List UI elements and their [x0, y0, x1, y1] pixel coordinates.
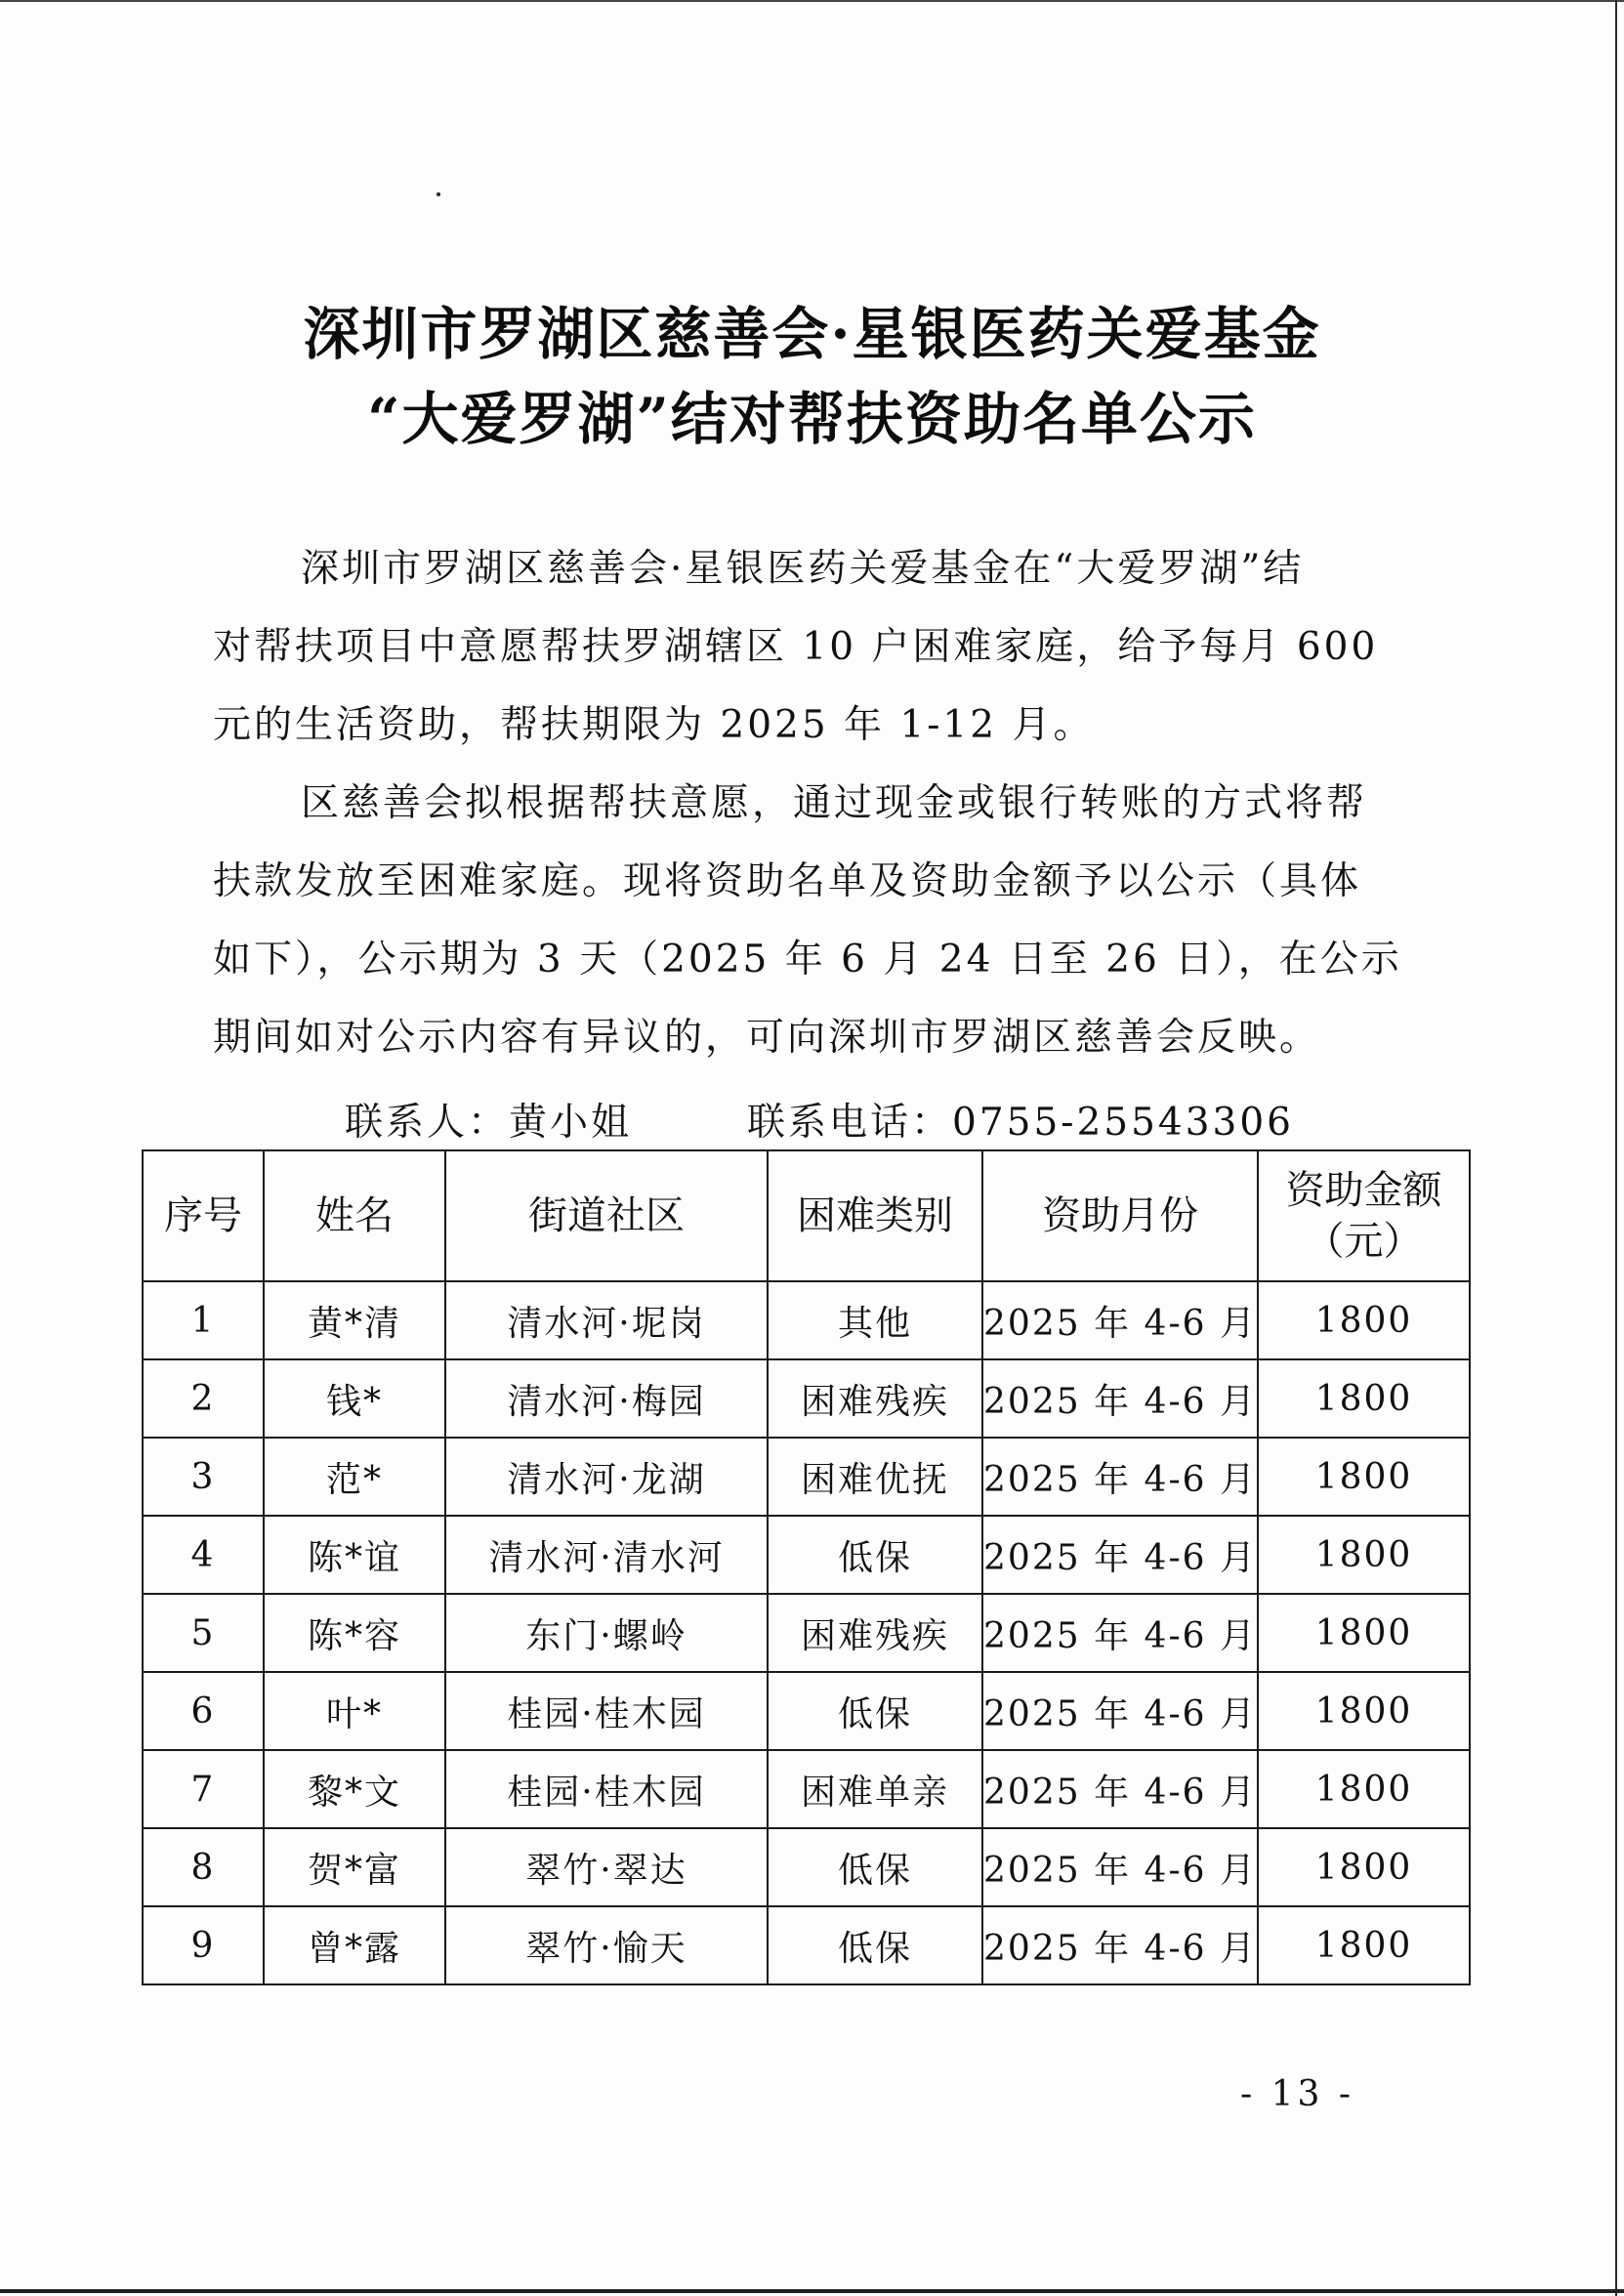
table-row: [143, 1438, 1470, 1516]
cell-index: 5: [143, 1594, 264, 1672]
paragraph-line: 区慈善会拟根据帮扶意愿，通过现金或银行转账的方式将帮: [301, 781, 1368, 825]
cell-category: 低保: [768, 1672, 982, 1750]
cell-months: 2025 年 4-6 月: [982, 1438, 1258, 1516]
cell-name: 曾*露: [264, 1906, 445, 1984]
cell-months: 2025 年 4-6 月: [982, 1516, 1258, 1594]
cell-name: 陈*容: [264, 1594, 445, 1672]
cell-amount: 1800: [1258, 1438, 1470, 1516]
document-title-line1: 深圳市罗湖区慈善会·星银医药关爱基金: [303, 301, 1321, 367]
cell-name: 陈*谊: [264, 1516, 445, 1594]
paragraph-line: 深圳市罗湖区慈善会·星银医药关爱基金在“大爱罗湖”结: [301, 547, 1305, 591]
cell-community: 清水河·坭岗: [445, 1281, 768, 1359]
scan-speck: [437, 192, 440, 196]
cell-name: 黄*清: [264, 1281, 445, 1359]
contact-phone: 联系电话：0755-25543306: [747, 1101, 1294, 1145]
header-community: 街道社区: [445, 1150, 768, 1281]
contact-info: [345, 1092, 1294, 1147]
cell-months: 2025 年 4-6 月: [982, 1281, 1258, 1359]
table-row: [143, 1906, 1470, 1984]
table-row: [143, 1750, 1470, 1828]
cell-community: 桂园·桂木园: [445, 1750, 768, 1828]
cell-name: 贺*富: [264, 1828, 445, 1906]
cell-index: 1: [143, 1281, 264, 1359]
cell-community: 清水河·龙湖: [445, 1438, 768, 1516]
cell-index: 6: [143, 1672, 264, 1750]
cell-months: 2025 年 4-6 月: [982, 1750, 1258, 1828]
cell-amount: 1800: [1258, 1594, 1470, 1672]
cell-community: 翠竹·愉天: [445, 1906, 768, 1984]
table-row: [143, 1516, 1470, 1594]
cell-amount: 1800: [1258, 1516, 1470, 1594]
paragraph-notice: [213, 765, 1414, 1077]
cell-name: 钱*: [264, 1359, 445, 1438]
paragraph-intro: [213, 530, 1414, 765]
paragraph-line: 扶款发放至困难家庭。现将资助名单及资助金额予以公示（具体: [213, 859, 1362, 903]
paragraph-line: 对帮扶项目中意愿帮扶罗湖辖区 10 户困难家庭，给予每月 600: [213, 625, 1379, 669]
table-body: [143, 1281, 1470, 1984]
table-row: [143, 1828, 1470, 1906]
document-title-line2: “大爱罗湖”结对帮扶资助名单公示: [367, 386, 1257, 452]
cell-index: 3: [143, 1438, 264, 1516]
scan-edge-bottom: [0, 2289, 1624, 2293]
cell-category: 低保: [768, 1906, 982, 1984]
cell-category: 困难优抚: [768, 1438, 982, 1516]
cell-index: 8: [143, 1828, 264, 1906]
cell-index: 4: [143, 1516, 264, 1594]
cell-amount: 1800: [1258, 1359, 1470, 1438]
header-index: 序号: [143, 1150, 264, 1281]
table-row: [143, 1359, 1470, 1438]
cell-category: 低保: [768, 1516, 982, 1594]
cell-category: 困难单亲: [768, 1750, 982, 1828]
cell-category: 困难残疾: [768, 1359, 982, 1438]
header-name: 姓名: [264, 1150, 445, 1281]
cell-index: 7: [143, 1750, 264, 1828]
cell-index: 2: [143, 1359, 264, 1438]
cell-category: 困难残疾: [768, 1594, 982, 1672]
cell-category: 低保: [768, 1828, 982, 1906]
cell-amount: 1800: [1258, 1672, 1470, 1750]
cell-amount: 1800: [1258, 1906, 1470, 1984]
cell-community: 清水河·梅园: [445, 1359, 768, 1438]
cell-name: 范*: [264, 1438, 445, 1516]
paragraph-line: 如下），公示期为 3 天（2025 年 6 月 24 日至 26 日），在公示: [213, 938, 1402, 981]
cell-community: 桂园·桂木园: [445, 1672, 768, 1750]
cell-name: 黎*文: [264, 1750, 445, 1828]
header-months: 资助月份: [982, 1150, 1258, 1281]
contact-person: 联系人：黄小姐: [345, 1101, 633, 1145]
header-amount: [1258, 1150, 1470, 1281]
scan-edge-right: [1615, 0, 1617, 2296]
table-row: [143, 1672, 1470, 1750]
scan-edge-top: [0, 0, 1624, 2]
cell-category: 其他: [768, 1281, 982, 1359]
paragraph-line: 期间如对公示内容有异议的，可向深圳市罗湖区慈善会反映。: [213, 1016, 1321, 1060]
header-category: 困难类别: [768, 1150, 982, 1281]
cell-amount: 1800: [1258, 1750, 1470, 1828]
cell-months: 2025 年 4-6 月: [982, 1594, 1258, 1672]
cell-months: 2025 年 4-6 月: [982, 1906, 1258, 1984]
page-number: - 13 -: [1240, 2074, 1355, 2114]
paragraph-line: 元的生活资助，帮扶期限为 2025 年 1-12 月。: [213, 703, 1095, 747]
cell-community: 翠竹·翠达: [445, 1828, 768, 1906]
cell-amount: 1800: [1258, 1281, 1470, 1359]
header-amount-line1: 资助金额: [1285, 1168, 1442, 1213]
cell-name: 叶*: [264, 1672, 445, 1750]
cell-amount: 1800: [1258, 1828, 1470, 1906]
cell-community: 清水河·清水河: [445, 1516, 768, 1594]
header-amount-line2: （元）: [1305, 1219, 1423, 1264]
cell-months: 2025 年 4-6 月: [982, 1672, 1258, 1750]
table-row: [143, 1594, 1470, 1672]
cell-index: 9: [143, 1906, 264, 1984]
cell-months: 2025 年 4-6 月: [982, 1359, 1258, 1438]
table-row: [143, 1281, 1470, 1359]
table-header-row: [143, 1150, 1470, 1281]
funding-list-table: [142, 1149, 1471, 1985]
cell-community: 东门·螺岭: [445, 1594, 768, 1672]
cell-months: 2025 年 4-6 月: [982, 1828, 1258, 1906]
